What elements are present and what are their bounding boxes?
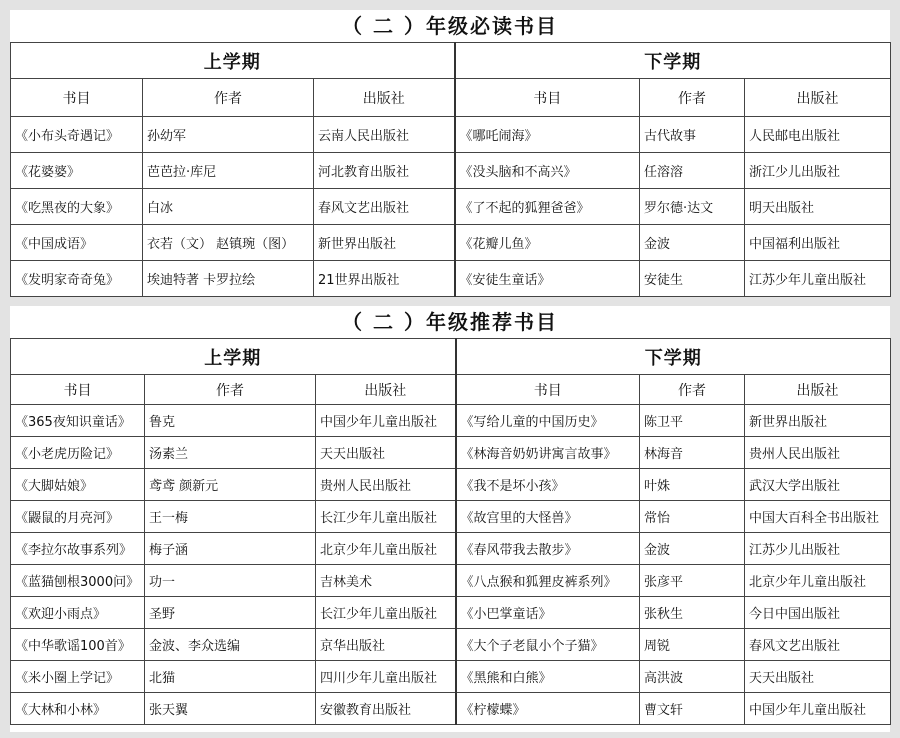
book-title-cell: 《大脚姑娘》 (11, 469, 145, 501)
table-row (11, 597, 891, 629)
author-cell: 功一 (145, 565, 316, 597)
column-header-publisher: 出版社 (316, 375, 456, 405)
book-title-cell: 《写给儿童的中国历史》 (456, 405, 640, 437)
book-title-cell: 《吃黑夜的大象》 (11, 189, 143, 225)
author-cell: 林海音 (640, 437, 745, 469)
book-title-cell: 《故宫里的大怪兽》 (456, 501, 640, 533)
book-title-cell: 《欢迎小雨点》 (11, 597, 145, 629)
required-reading-rows (11, 117, 891, 297)
book-title-cell: 《柠檬蝶》 (456, 693, 640, 725)
table-row (11, 189, 891, 225)
table-row (11, 437, 891, 469)
author-cell: 芭芭拉·库尼 (143, 153, 314, 189)
book-title-cell: 《中国成语》 (11, 225, 143, 261)
book-title-cell: 《小巴掌童话》 (456, 597, 640, 629)
publisher-cell: 云南人民出版社 (314, 117, 455, 153)
publisher-cell: 长江少年儿童出版社 (316, 597, 456, 629)
recommended-reading-rows (11, 405, 891, 725)
publisher-cell: 吉林美术 (316, 565, 456, 597)
author-cell: 鸢鸢 颜新元 (145, 469, 316, 501)
column-header-book: 书目 (11, 79, 143, 117)
author-cell: 张彦平 (640, 565, 745, 597)
column-header-publisher: 出版社 (745, 375, 891, 405)
table-row (11, 405, 891, 437)
required-reading-panel (10, 10, 890, 296)
author-cell: 金波 (640, 225, 745, 261)
author-cell: 金波、李众选编 (145, 629, 316, 661)
semester-first-heading: 上学期 (11, 43, 455, 79)
book-title-cell: 《八点猴和狐狸皮裤系列》 (456, 565, 640, 597)
book-title-cell: 《365夜知识童话》 (11, 405, 145, 437)
publisher-cell: 21世界出版社 (314, 261, 455, 297)
table-row (11, 501, 891, 533)
publisher-cell: 安徽教育出版社 (316, 693, 456, 725)
author-cell: 张天翼 (145, 693, 316, 725)
column-header-publisher: 出版社 (745, 79, 891, 117)
table-row (11, 565, 891, 597)
recommended-reading-panel (10, 306, 890, 732)
author-cell: 白冰 (143, 189, 314, 225)
book-title-cell: 《花婆婆》 (11, 153, 143, 189)
recommended-reading-title: （ 二 ）年级推荐书目 (10, 306, 890, 338)
author-cell: 古代故事 (640, 117, 745, 153)
author-cell: 衣若（文） 赵镇琬（图） (143, 225, 314, 261)
author-cell: 梅子涵 (145, 533, 316, 565)
author-cell: 任溶溶 (640, 153, 745, 189)
publisher-cell: 京华出版社 (316, 629, 456, 661)
column-header-author: 作者 (143, 79, 314, 117)
semester-second-heading: 下学期 (456, 339, 891, 375)
publisher-cell: 中国福利出版社 (745, 225, 891, 261)
author-cell: 罗尔德·达文 (640, 189, 745, 225)
required-reading-table (10, 42, 891, 297)
author-cell: 汤素兰 (145, 437, 316, 469)
book-title-cell: 《李拉尔故事系列》 (11, 533, 145, 565)
publisher-cell: 北京少年儿童出版社 (745, 565, 891, 597)
publisher-cell: 新世界出版社 (745, 405, 891, 437)
author-cell: 王一梅 (145, 501, 316, 533)
book-title-cell: 《米小圈上学记》 (11, 661, 145, 693)
table-row (11, 225, 891, 261)
table-row (11, 693, 891, 725)
publisher-cell: 武汉大学出版社 (745, 469, 891, 501)
publisher-cell: 江苏少儿出版社 (745, 533, 891, 565)
author-cell: 安徒生 (640, 261, 745, 297)
author-cell: 埃迪特著 卡罗拉绘 (143, 261, 314, 297)
publisher-cell: 中国少年儿童出版社 (745, 693, 891, 725)
book-title-cell: 《哪吒闹海》 (455, 117, 640, 153)
book-title-cell: 《大林和小林》 (11, 693, 145, 725)
book-title-cell: 《花瓣儿鱼》 (455, 225, 640, 261)
book-title-cell: 《我不是坏小孩》 (456, 469, 640, 501)
required-reading-title: （ 二 ）年级必读书目 (10, 10, 890, 42)
publisher-cell: 中国少年儿童出版社 (316, 405, 456, 437)
table-row (11, 117, 891, 153)
publisher-cell: 长江少年儿童出版社 (316, 501, 456, 533)
publisher-cell: 新世界出版社 (314, 225, 455, 261)
book-title-cell: 《发明家奇奇兔》 (11, 261, 143, 297)
book-title-cell: 《安徒生童话》 (455, 261, 640, 297)
publisher-cell: 贵州人民出版社 (745, 437, 891, 469)
column-header-author: 作者 (640, 375, 745, 405)
book-title-cell: 《蓝猫刨根3000问》 (11, 565, 145, 597)
publisher-cell: 天天出版社 (745, 661, 891, 693)
column-header-book: 书目 (455, 79, 640, 117)
publisher-cell: 春风文艺出版社 (314, 189, 455, 225)
semester-second-heading: 下学期 (455, 43, 891, 79)
book-title-cell: 《没头脑和不高兴》 (455, 153, 640, 189)
author-cell: 金波 (640, 533, 745, 565)
table-row (11, 661, 891, 693)
publisher-cell: 明天出版社 (745, 189, 891, 225)
author-cell: 周锐 (640, 629, 745, 661)
author-cell: 常怡 (640, 501, 745, 533)
book-title-cell: 《了不起的狐狸爸爸》 (455, 189, 640, 225)
recommended-reading-table (10, 338, 891, 725)
author-cell: 孙幼军 (143, 117, 314, 153)
column-header-book: 书目 (11, 375, 145, 405)
author-cell: 北猫 (145, 661, 316, 693)
publisher-cell: 春风文艺出版社 (745, 629, 891, 661)
publisher-cell: 四川少年儿童出版社 (316, 661, 456, 693)
author-cell: 曹文轩 (640, 693, 745, 725)
book-title-cell: 《中华歌谣100首》 (11, 629, 145, 661)
semester-first-heading: 上学期 (11, 339, 456, 375)
publisher-cell: 天天出版社 (316, 437, 456, 469)
author-cell: 鲁克 (145, 405, 316, 437)
author-cell: 圣野 (145, 597, 316, 629)
table-row (11, 533, 891, 565)
publisher-cell: 中国大百科全书出版社 (745, 501, 891, 533)
table-row (11, 629, 891, 661)
publisher-cell: 河北教育出版社 (314, 153, 455, 189)
book-title-cell: 《林海音奶奶讲寓言故事》 (456, 437, 640, 469)
author-cell: 陈卫平 (640, 405, 745, 437)
book-title-cell: 《春风带我去散步》 (456, 533, 640, 565)
book-title-cell: 《小布头奇遇记》 (11, 117, 143, 153)
column-header-book: 书目 (456, 375, 640, 405)
book-title-cell: 《大个子老鼠小个子猫》 (456, 629, 640, 661)
publisher-cell: 江苏少年儿童出版社 (745, 261, 891, 297)
author-cell: 叶姝 (640, 469, 745, 501)
column-header-publisher: 出版社 (314, 79, 455, 117)
book-title-cell: 《鼹鼠的月亮河》 (11, 501, 145, 533)
table-row (11, 261, 891, 297)
table-row (11, 153, 891, 189)
publisher-cell: 浙江少儿出版社 (745, 153, 891, 189)
book-title-cell: 《小老虎历险记》 (11, 437, 145, 469)
publisher-cell: 北京少年儿童出版社 (316, 533, 456, 565)
column-header-author: 作者 (640, 79, 745, 117)
book-title-cell: 《黑熊和白熊》 (456, 661, 640, 693)
publisher-cell: 今日中国出版社 (745, 597, 891, 629)
author-cell: 高洪波 (640, 661, 745, 693)
table-row (11, 469, 891, 501)
publisher-cell: 贵州人民出版社 (316, 469, 456, 501)
author-cell: 张秋生 (640, 597, 745, 629)
column-header-author: 作者 (145, 375, 316, 405)
publisher-cell: 人民邮电出版社 (745, 117, 891, 153)
